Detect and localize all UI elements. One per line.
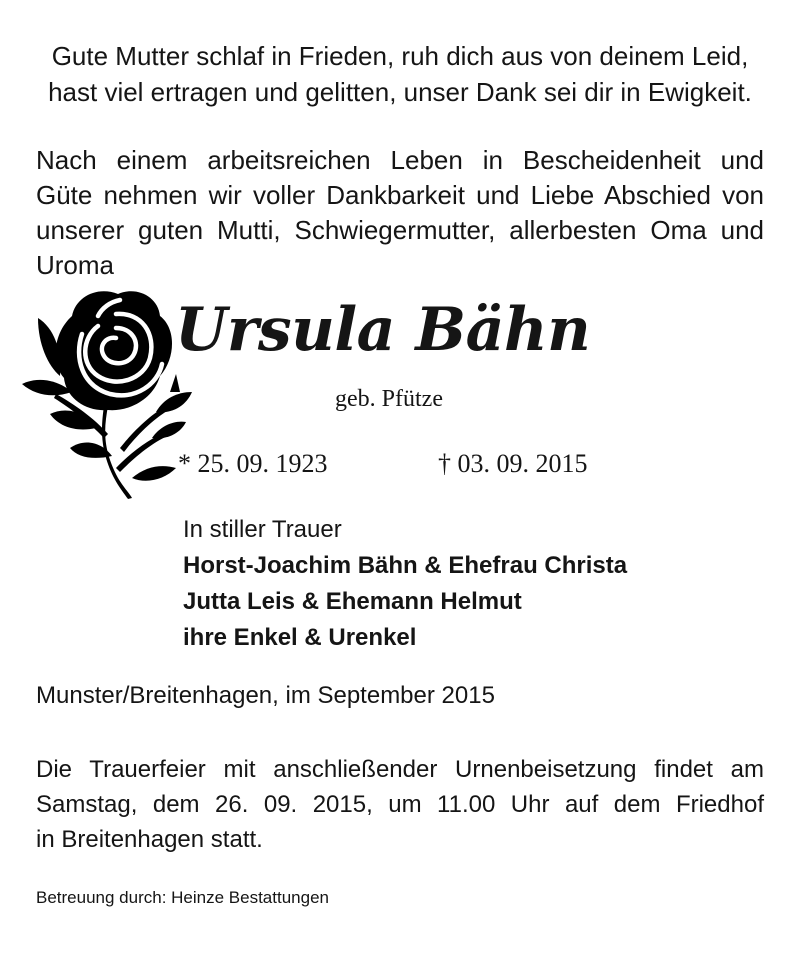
intro-line: Güte nehmen wir voller Dankbarkeit und Liebe Abschied von <box>36 180 764 210</box>
intro-line: Nach einem arbeitsreichen Leben in Bescheidenheit und <box>36 145 764 175</box>
birth-name: geb. Pfütze <box>335 386 443 412</box>
rose-icon <box>20 288 198 500</box>
intro-line: unserer guten Mutti, Schwiegermutter, allerbesten Oma und <box>36 215 764 245</box>
death-date: † 03. 09. 2015 <box>438 449 588 478</box>
memorial-verse <box>36 38 764 110</box>
mourning-label: In stiller Trauer <box>183 516 342 543</box>
birth-date: * 25. 09. 1923 <box>178 449 328 478</box>
intro-line: Uroma <box>36 250 115 280</box>
verse-line: Gute Mutter schlaf in Frieden, ruh dich aus von deinem Leid, <box>51 41 749 71</box>
mourner-name: Horst-Joachim Bähn & Ehefrau Christa <box>183 552 628 579</box>
service-line: Die Trauerfeier mit anschließender Urnenbeisetzung findet am <box>36 756 764 783</box>
mourners-block <box>183 512 627 656</box>
service-line: Samstag, dem 26. 09. 2015, um 11.00 Uhr auf dem Friedhof <box>36 791 764 818</box>
intro-paragraph <box>36 143 764 283</box>
service-line: in Breitenhagen statt. <box>36 826 263 853</box>
undertaker-credit: Betreuung durch: Heinze Bestattungen <box>36 888 329 907</box>
place-and-date: Munster/Breitenhagen, im September 2015 <box>36 682 495 709</box>
funeral-service-info <box>36 752 764 857</box>
mourner-name: ihre Enkel & Urenkel <box>183 624 417 651</box>
verse-line: hast viel ertragen und gelitten, unser Dank sei dir in Ewigkeit. <box>48 77 752 107</box>
deceased-name: Ursula Bähn <box>175 295 591 365</box>
mourner-name: Jutta Leis & Ehemann Helmut <box>183 588 522 615</box>
